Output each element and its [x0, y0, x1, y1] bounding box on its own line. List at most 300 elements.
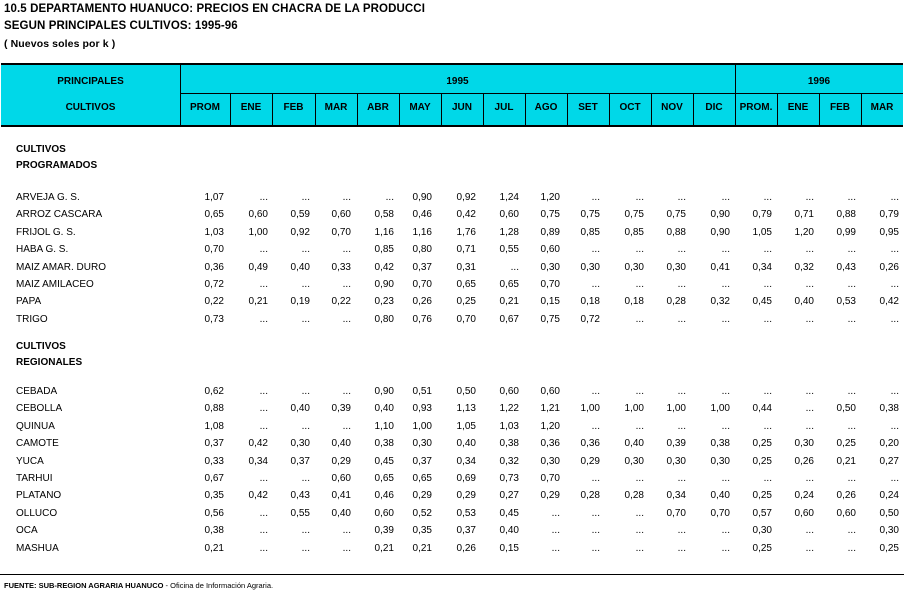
price-cell: 0,28: [580, 490, 600, 502]
crop-name: PLATANO: [16, 490, 62, 502]
price-cell: 0,39: [374, 525, 394, 537]
price-cell: 0,59: [290, 209, 310, 221]
table-row: [0, 522, 904, 539]
table-row: [0, 293, 904, 310]
header-month-ago: AGO: [534, 101, 558, 113]
price-cell: ...: [763, 244, 772, 256]
price-cell: ...: [510, 261, 519, 273]
header-month-set: SET: [578, 101, 598, 113]
price-cell: ...: [635, 386, 644, 397]
price-cell: 0,53: [456, 507, 476, 519]
table-row: [0, 435, 904, 452]
header-divider: [651, 94, 652, 125]
price-cell: 0,60: [499, 386, 519, 397]
price-cell: 0,32: [710, 296, 730, 308]
price-cell: 0,52: [412, 507, 432, 519]
price-cell: 0,60: [540, 386, 560, 397]
price-cell: ...: [635, 525, 644, 537]
price-cell: 1,05: [456, 420, 476, 432]
table-row: [0, 505, 904, 522]
price-cell: 0,85: [580, 226, 600, 238]
price-cell: 1,76: [456, 226, 476, 238]
price-cell: 0,26: [456, 542, 476, 554]
price-cell: 0,37: [290, 455, 310, 467]
price-cell: 0,90: [374, 279, 394, 290]
price-cell: 0,50: [836, 403, 856, 415]
price-cell: ...: [342, 244, 351, 256]
price-cell: ...: [805, 386, 814, 397]
price-cell: 0,46: [374, 490, 394, 502]
price-cell: 0,40: [710, 490, 730, 502]
price-cell: 0,71: [456, 244, 476, 256]
price-cell: 0,36: [540, 438, 560, 450]
price-cell: ...: [847, 279, 856, 290]
price-cell: ...: [635, 313, 644, 325]
price-cell: 1,00: [710, 403, 730, 415]
price-cell: 0,38: [499, 438, 519, 450]
price-cell: 0,70: [412, 279, 432, 290]
price-cell: ...: [805, 313, 814, 325]
price-cell: ...: [259, 192, 268, 203]
price-cell: 0,38: [879, 403, 899, 415]
price-cell: ...: [301, 473, 310, 484]
table-row: [0, 540, 904, 557]
price-cell: 1,07: [204, 192, 224, 203]
price-cell: 0,33: [204, 455, 224, 467]
price-cell: 0,72: [580, 313, 600, 325]
price-cell: 0,25: [879, 542, 899, 554]
price-cell: 0,29: [331, 455, 351, 467]
price-cell: 0,70: [540, 279, 560, 290]
price-cell: 0,31: [456, 261, 476, 273]
price-cell: 0,40: [290, 261, 310, 273]
price-cell: 0,25: [836, 438, 856, 450]
header-month-ene: ENE: [787, 101, 809, 113]
price-cell: ...: [635, 542, 644, 554]
price-cell: ...: [591, 525, 600, 537]
price-cell: ...: [721, 420, 730, 432]
price-cell: 1,03: [204, 226, 224, 238]
price-cell: 0,30: [580, 261, 600, 273]
price-cell: ...: [805, 473, 814, 484]
price-cell: ...: [805, 244, 814, 256]
header-divider: [180, 93, 903, 94]
price-cell: 1,08: [204, 420, 224, 432]
price-cell: ...: [551, 542, 560, 554]
price-cell: ...: [591, 542, 600, 554]
price-cell: ...: [847, 525, 856, 537]
section-title: REGIONALES: [16, 357, 83, 368]
price-cell: 0,70: [204, 244, 224, 256]
price-cell: 0,37: [204, 438, 224, 450]
price-cell: 0,21: [374, 542, 394, 554]
price-cell: 1,22: [499, 403, 519, 415]
price-cell: 0,40: [290, 403, 310, 415]
price-cell: 0,26: [412, 296, 432, 308]
price-cell: 0,75: [666, 209, 686, 221]
price-cell: ...: [635, 192, 644, 203]
price-cell: 1,10: [374, 420, 394, 432]
price-cell: 0,42: [248, 438, 268, 450]
price-cell: ...: [635, 473, 644, 484]
price-cell: ...: [301, 525, 310, 537]
crop-name: MASHUA: [16, 542, 59, 554]
price-cell: ...: [890, 386, 899, 397]
price-cell: 0,76: [412, 313, 432, 325]
crop-name: MAIZ AMAR. DURO: [16, 261, 107, 273]
price-cell: 0,92: [456, 192, 476, 203]
price-cell: ...: [721, 542, 730, 554]
price-cell: 1,03: [499, 420, 519, 432]
price-cell: ...: [890, 313, 899, 325]
table-title: 10.5 DEPARTAMENTO HUANUCO: PRECIOS EN CHACRA DE LA PRODUCCI: [4, 3, 425, 15]
header-month-ene: ENE: [240, 101, 262, 113]
price-cell: ...: [591, 244, 600, 256]
crop-name: HABA G. S.: [16, 244, 69, 256]
price-cell: ...: [721, 525, 730, 537]
price-cell: 0,38: [204, 525, 224, 537]
header-month-feb: FEB: [830, 101, 850, 113]
header-month-feb: FEB: [283, 101, 304, 113]
price-cell: ...: [677, 244, 686, 256]
price-cell: 0,70: [456, 313, 476, 325]
price-cell: 0,26: [794, 455, 814, 467]
price-cell: ...: [805, 420, 814, 432]
price-cell: 1,00: [580, 403, 600, 415]
price-cell: ...: [301, 192, 310, 203]
price-cell: ...: [259, 525, 268, 537]
price-cell: 0,37: [456, 525, 476, 537]
price-cell: 0,60: [248, 209, 268, 221]
price-cell: 0,40: [456, 438, 476, 450]
price-cell: 0,80: [374, 313, 394, 325]
price-cell: 0,73: [204, 313, 224, 325]
price-cell: 0,40: [499, 525, 519, 537]
header-divider: [441, 94, 442, 125]
header-divider: [567, 94, 568, 125]
price-cell: 1,00: [248, 226, 268, 238]
section-title: PROGRAMADOS: [16, 160, 98, 171]
price-cell: 0,49: [248, 261, 268, 273]
price-cell: 0,32: [499, 455, 519, 467]
price-cell: ...: [763, 386, 772, 397]
price-cell: 0,15: [540, 296, 560, 308]
table-row: [0, 276, 904, 293]
price-cell: ...: [677, 279, 686, 290]
header-month-mar: MAR: [324, 101, 348, 113]
price-cell: 1,00: [624, 403, 644, 415]
price-cell: 0,21: [204, 542, 224, 554]
price-cell: 0,30: [624, 455, 644, 467]
price-cell: ...: [301, 313, 310, 325]
price-cell: 0,39: [331, 403, 351, 415]
section-title: CULTIVOS: [16, 341, 66, 352]
header-month-jun: JUN: [451, 101, 472, 113]
price-cell: 0,28: [666, 296, 686, 308]
price-cell: ...: [847, 244, 856, 256]
price-cell: ...: [721, 192, 730, 203]
price-cell: 0,38: [710, 438, 730, 450]
price-cell: ...: [342, 386, 351, 397]
price-cell: 0,18: [624, 296, 644, 308]
price-cell: ...: [259, 473, 268, 484]
price-cell: ...: [805, 192, 814, 203]
crop-name: OLLUCO: [16, 507, 58, 519]
price-cell: 0,21: [412, 542, 432, 554]
price-cell: ...: [805, 542, 814, 554]
header-month-jul: JUL: [494, 101, 514, 113]
price-cell: ...: [635, 279, 644, 290]
price-cell: ...: [677, 192, 686, 203]
price-cell: 0,37: [412, 261, 432, 273]
price-cell: ...: [847, 420, 856, 432]
price-cell: 0,70: [540, 473, 560, 484]
table-row: [0, 400, 904, 417]
price-cell: 0,60: [794, 507, 814, 519]
price-cell: 0,30: [624, 261, 644, 273]
price-cell: 0,45: [752, 296, 772, 308]
price-cell: 0,29: [540, 490, 560, 502]
price-cell: ...: [635, 420, 644, 432]
price-cell: 1,00: [666, 403, 686, 415]
price-cell: 0,30: [666, 455, 686, 467]
price-cell: 0,34: [666, 490, 686, 502]
crop-name: PAPA: [16, 296, 42, 308]
price-cell: 1,21: [540, 403, 560, 415]
price-cell: 0,30: [412, 438, 432, 450]
price-cell: 0,45: [374, 455, 394, 467]
price-cell: 0,60: [836, 507, 856, 519]
price-cell: 1,16: [412, 226, 432, 238]
price-cell: ...: [677, 542, 686, 554]
price-cell: ...: [342, 313, 351, 325]
price-cell: ...: [259, 507, 268, 519]
price-cell: ...: [890, 279, 899, 290]
price-cell: ...: [342, 525, 351, 537]
crop-name: CEBADA: [16, 386, 58, 397]
header-month-dic: DIC: [705, 101, 723, 113]
price-cell: ...: [721, 386, 730, 397]
price-cell: 0,70: [666, 507, 686, 519]
price-cell: 0,67: [204, 473, 224, 484]
header-divider: [861, 94, 862, 125]
price-cell: ...: [591, 507, 600, 519]
table-row: [0, 311, 904, 328]
price-cell: 0,46: [412, 209, 432, 221]
header-divider: [272, 94, 273, 125]
price-cell: 0,92: [290, 226, 310, 238]
header-year-1996: 1996: [807, 75, 831, 87]
price-cell: 0,60: [540, 244, 560, 256]
price-cell: ...: [805, 403, 814, 415]
price-cell: 0,90: [710, 226, 730, 238]
price-cell: 0,36: [580, 438, 600, 450]
price-cell: 0,37: [412, 455, 432, 467]
header-col-label-1: PRINCIPALES: [57, 75, 124, 87]
price-cell: 0,95: [879, 226, 899, 238]
price-cell: 0,65: [374, 473, 394, 484]
price-cell: 0,42: [374, 261, 394, 273]
price-cell: 0,60: [374, 507, 394, 519]
price-cell: 0,40: [331, 438, 351, 450]
price-cell: 0,85: [624, 226, 644, 238]
price-cell: 0,55: [290, 507, 310, 519]
price-cell: 0,70: [331, 226, 351, 238]
price-cell: 0,38: [374, 438, 394, 450]
crop-name: ARVEJA G. S.: [16, 192, 80, 203]
price-cell: 0,41: [331, 490, 351, 502]
price-cell: 0,88: [666, 226, 686, 238]
price-cell: 0,24: [879, 490, 899, 502]
price-cell: 0,57: [752, 507, 772, 519]
table-row: [0, 470, 904, 487]
price-cell: 0,21: [836, 455, 856, 467]
price-cell: 1,20: [794, 226, 814, 238]
price-cell: ...: [259, 386, 268, 397]
header-divider: [315, 94, 316, 125]
price-cell: 0,65: [204, 209, 224, 221]
price-cell: ...: [591, 386, 600, 397]
price-cell: 0,36: [204, 261, 224, 273]
header-divider: [819, 94, 820, 125]
price-cell: ...: [677, 386, 686, 397]
price-cell: ...: [847, 386, 856, 397]
table-row: [0, 487, 904, 504]
crop-name: QUINUA: [16, 420, 55, 432]
price-cell: 0,53: [836, 296, 856, 308]
price-cell: 0,22: [331, 296, 351, 308]
price-cell: ...: [847, 313, 856, 325]
table-row: [0, 259, 904, 276]
price-cell: 0,26: [879, 261, 899, 273]
price-cell: ...: [551, 525, 560, 537]
price-cell: 0,35: [204, 490, 224, 502]
header-month-abr: ABR: [367, 101, 389, 113]
header-month-prom: PROM: [190, 101, 220, 113]
price-cell: 0,34: [248, 455, 268, 467]
price-cell: 0,23: [374, 296, 394, 308]
price-cell: 0,25: [456, 296, 476, 308]
header-month-may: MAY: [409, 101, 431, 113]
price-cell: ...: [259, 313, 268, 325]
header-divider: [735, 65, 736, 125]
price-cell: 0,56: [204, 507, 224, 519]
price-cell: 0,58: [374, 209, 394, 221]
price-cell: 0,43: [290, 490, 310, 502]
price-cell: 0,43: [836, 261, 856, 273]
price-cell: 0,90: [374, 386, 394, 397]
price-cell: 1,28: [499, 226, 519, 238]
header-divider: [693, 94, 694, 125]
price-cell: 0,88: [204, 403, 224, 415]
price-cell: ...: [591, 279, 600, 290]
price-cell: 0,30: [879, 525, 899, 537]
price-cell: 1,13: [456, 403, 476, 415]
crop-name: TARHUI: [16, 473, 53, 484]
price-cell: 1,16: [374, 226, 394, 238]
price-cell: ...: [763, 279, 772, 290]
table-row: [0, 241, 904, 258]
price-cell: 0,51: [412, 386, 432, 397]
price-cell: ...: [677, 525, 686, 537]
price-cell: ...: [721, 279, 730, 290]
price-cell: 0,20: [879, 438, 899, 450]
crop-name: MAIZ AMILACEO: [16, 279, 94, 290]
table-row: [0, 383, 904, 400]
price-cell: ...: [635, 244, 644, 256]
price-cell: 0,55: [499, 244, 519, 256]
price-cell: 0,19: [290, 296, 310, 308]
price-cell: 0,41: [710, 261, 730, 273]
header-col-label-2: CULTIVOS: [65, 101, 116, 113]
price-cell: 0,79: [879, 209, 899, 221]
header-month-mar: MAR: [870, 101, 894, 113]
price-cell: 0,34: [752, 261, 772, 273]
section-title: CULTIVOS: [16, 144, 66, 155]
price-cell: ...: [677, 473, 686, 484]
price-cell: 1,20: [540, 192, 560, 203]
price-cell: 0,93: [412, 403, 432, 415]
price-cell: 0,30: [794, 438, 814, 450]
price-cell: ...: [591, 420, 600, 432]
price-cell: ...: [763, 313, 772, 325]
table-row: [0, 418, 904, 435]
price-cell: 0,26: [836, 490, 856, 502]
header-divider: [399, 94, 400, 125]
price-cell: ...: [805, 279, 814, 290]
price-cell: 0,69: [456, 473, 476, 484]
price-cell: 0,40: [794, 296, 814, 308]
table-row: [0, 189, 904, 206]
table-header: [1, 63, 903, 127]
price-cell: 0,79: [752, 209, 772, 221]
price-cell: 0,40: [331, 507, 351, 519]
price-cell: ...: [259, 403, 268, 415]
header-divider: [609, 94, 610, 125]
price-cell: 0,30: [666, 261, 686, 273]
table-row: [0, 453, 904, 470]
price-cell: 0,21: [499, 296, 519, 308]
price-cell: 0,27: [879, 455, 899, 467]
price-cell: 0,90: [710, 209, 730, 221]
price-cell: ...: [342, 420, 351, 432]
header-month-oct: OCT: [619, 101, 641, 113]
price-cell: ...: [847, 192, 856, 203]
price-cell: 0,65: [456, 279, 476, 290]
price-cell: ...: [890, 192, 899, 203]
price-cell: ...: [301, 244, 310, 256]
price-cell: ...: [301, 420, 310, 432]
source-detail: - Oficina de Información Agraria.: [163, 581, 274, 590]
header-divider: [230, 94, 231, 125]
price-cell: 0,40: [624, 438, 644, 450]
crop-name: CEBOLLA: [16, 403, 63, 415]
price-cell: ...: [721, 473, 730, 484]
header-month-nov: NOV: [661, 101, 683, 113]
price-cell: 0,35: [412, 525, 432, 537]
price-cell: 0,25: [752, 438, 772, 450]
price-cell: 0,15: [499, 542, 519, 554]
price-cell: 0,75: [540, 313, 560, 325]
price-cell: 0,18: [580, 296, 600, 308]
price-cell: 0,29: [456, 490, 476, 502]
header-year-1995: 1995: [446, 75, 469, 87]
crop-name: ARROZ CASCARA: [16, 209, 103, 221]
price-cell: 0,21: [248, 296, 268, 308]
price-cell: 1,05: [752, 226, 772, 238]
price-cell: 0,70: [710, 507, 730, 519]
price-cell: 0,29: [580, 455, 600, 467]
